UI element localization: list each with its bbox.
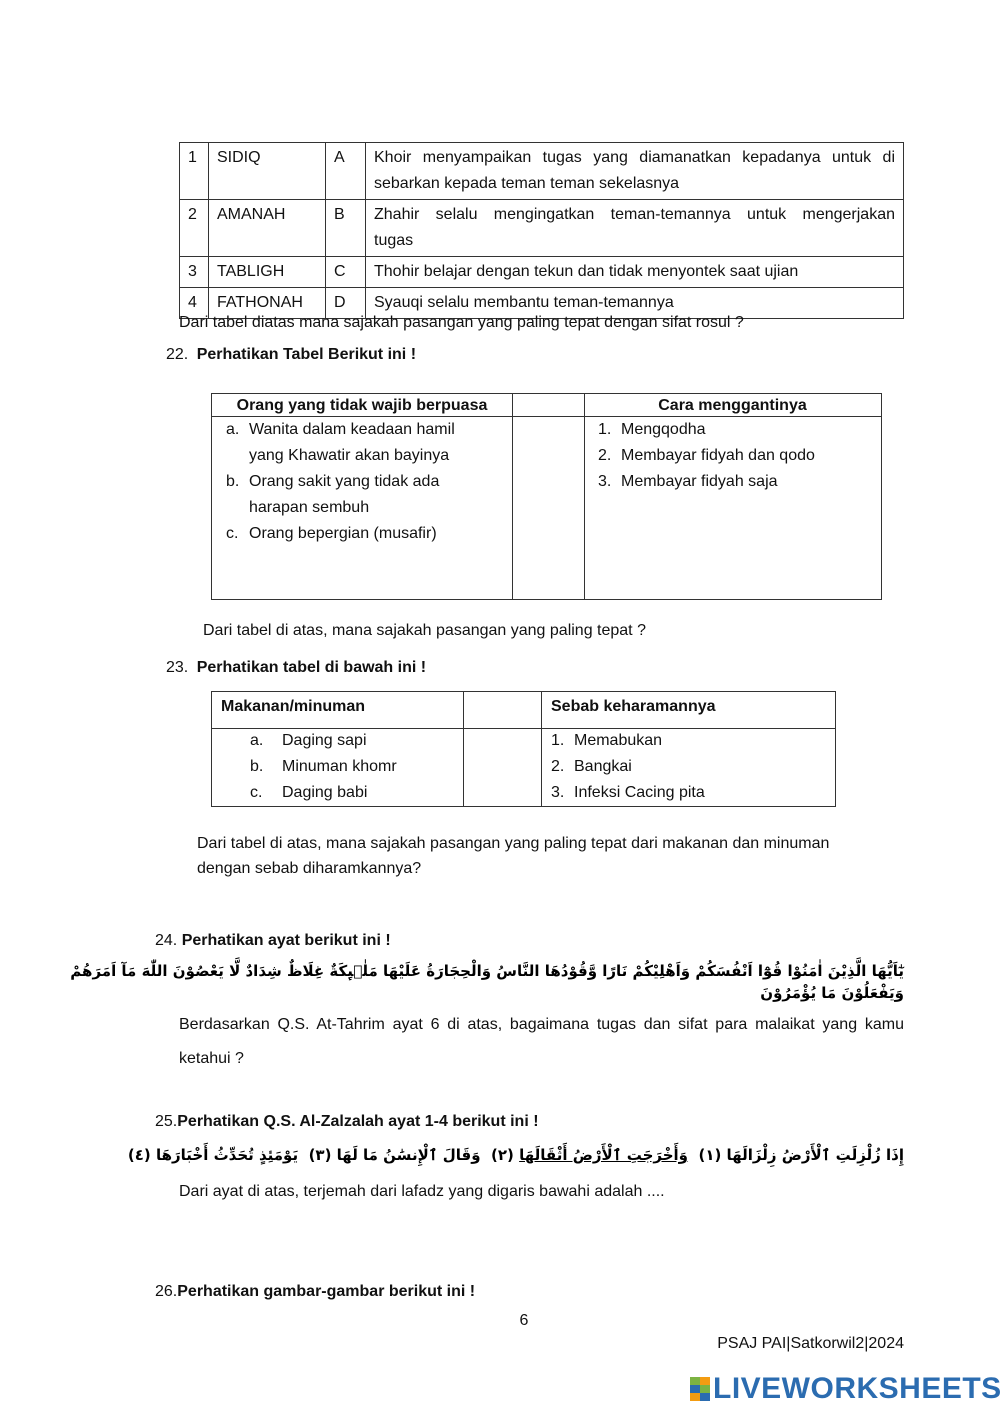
question-title: Perhatikan tabel di bawah ini ! (196, 659, 427, 676)
header-right: Cara menggantinya (658, 397, 807, 414)
trait-name: SIDIQ (209, 143, 326, 200)
list-item: c. Orang bepergian (musafir) (226, 525, 437, 542)
q21-table (179, 142, 904, 319)
trait-name: FATHONAH (209, 288, 326, 319)
left-list (212, 417, 512, 547)
list-item: b. Orang sakit yang tidak ada harapan sembuh (226, 473, 440, 516)
list-item: c. Daging babi (250, 784, 368, 801)
list-item: a. Wanita dalam keadaan hamil yang Khawatir akan bayinya (226, 421, 455, 464)
q24-question: Berdasarkan Q.S. At-Tahrim ayat 6 di atas, bagaimana tugas dan sifat para malaikat yang kamu ketahui ? (179, 1016, 904, 1067)
q22-question: Dari tabel di atas, mana sajakah pasangan yang paling tepat ? (203, 622, 646, 639)
right-list (551, 728, 705, 806)
q26-heading (155, 1279, 475, 1305)
liveworksheets-logo (690, 1372, 1002, 1406)
question-number: 25. (155, 1113, 178, 1130)
row-number: 4 (180, 288, 209, 319)
q25-arabic-verse: إِذَا زُلْزِلَتِ ٱلْأَرْضُ زِلْزَالَهَا (١) وَأَخْرَجَتِ ٱلْأَرْضُ أَثْقَالَهَا (٢) وَقَالَ ٱلْإِنسَٰنُ مَا لَهَا (٣) يَوْمَئِذٍ تُحَدِّثُ أَخْبَارَهَا (٤) (127, 1146, 904, 1164)
q22-heading (166, 342, 416, 368)
q21-question: Dari tabel diatas mana sajakah pasangan yang paling tepat dengan sifat rosul ? (179, 314, 744, 331)
right-list (584, 417, 881, 495)
table-row (180, 143, 904, 200)
header-left: Orang yang tidak wajib berpuasa (236, 397, 488, 414)
question-title: Perhatikan Q.S. Al-Zalzalah ayat 1-4 berikut ini ! (177, 1113, 539, 1130)
header-right: Sebab keharamannya (551, 698, 716, 715)
q23-table (211, 691, 836, 807)
example-description: Khoir menyampaikan tugas yang diamanatkan kepadanya untuk di sebarkan kepada teman teman sekelasnya (366, 143, 904, 200)
example-description: Thohir belajar dengan tekun dan tidak menyontek saat ujian (366, 257, 904, 288)
row-number: 1 (180, 143, 209, 200)
question-number: 26. (155, 1283, 178, 1300)
row-letter: A (326, 143, 366, 200)
q25-heading (155, 1109, 539, 1135)
logo-blocks-icon (690, 1377, 710, 1401)
q24-heading (155, 928, 391, 954)
list-item: 3. Membayar fidyah saja (598, 473, 778, 490)
question-number: 23. (166, 659, 189, 676)
list-item: a. Daging sapi (250, 732, 367, 749)
left-list (250, 728, 397, 806)
q24-arabic-verse: يٰٓاَيُّهَا الَّذِيْنَ اٰمَنُوْا قُوْٓا اَنْفُسَكُمْ وَاَهْلِيْكُمْ نَارًا وَّقُوْدُهَا النَّاسُ وَالْحِجَارَةُ عَلَيْهَا مَلٰۤىِٕكَةٌ غِلَاظٌ شِدَادٌ لَّا يَعْصُوْنَ اللّٰهَ مَآ اَمَرَهُمْ وَيَفْعَلُوْنَ مَا يُؤْمَرُوْنَ (70, 962, 904, 1002)
question-number: 24. (155, 932, 178, 949)
question-number: 22. (166, 346, 189, 363)
row-number: 2 (180, 200, 209, 257)
q25-question: Dari ayat di atas, terjemah dari lafadz yang digaris bawahi adalah .... (179, 1183, 665, 1200)
list-item: 2. Membayar fidyah dan qodo (598, 447, 815, 464)
list-item: 1. Mengqodha (598, 421, 706, 438)
blank-answer-column (512, 394, 585, 599)
page-number: 6 (519, 1312, 529, 1329)
header-left: Makanan/minuman (221, 698, 366, 715)
document-label: PSAJ PAI|Satkorwil2|2024 (717, 1335, 904, 1352)
row-letter: B (326, 200, 366, 257)
table-row (180, 200, 904, 257)
table-row (180, 257, 904, 288)
row-letter: C (326, 257, 366, 288)
example-description: Syauqi selalu membantu teman-temannya (366, 288, 904, 319)
question-title: Perhatikan ayat berikut ini ! (181, 932, 391, 949)
q22-table (211, 393, 882, 600)
row-number: 3 (180, 257, 209, 288)
example-description: Zhahir selalu mengingatkan teman-temannya untuk mengerjakan tugas (366, 200, 904, 257)
blank-answer-column (463, 692, 542, 806)
question-title: Perhatikan gambar-gambar berikut ini ! (177, 1283, 476, 1300)
list-item: 3. Infeksi Cacing pita (551, 784, 705, 801)
brand-name: LIVEWORKSHEETS (713, 1372, 1002, 1405)
list-item: b. Minuman khomr (250, 758, 397, 775)
question-title: Perhatikan Tabel Berikut ini ! (196, 346, 417, 363)
trait-name: TABLIGH (209, 257, 326, 288)
list-item: 2. Bangkai (551, 758, 632, 775)
trait-name: AMANAH (209, 200, 326, 257)
list-item: 1. Memabukan (551, 732, 663, 749)
underlined-phrase: وَأَخْرَجَتِ ٱلْأَرْضُ أَثْقَالَهَا (519, 1146, 689, 1164)
q23-question: Dari tabel di atas, mana sajakah pasangan yang paling tepat dari makanan dan minuman dengan sebab diharamkannya? (197, 835, 830, 877)
q23-heading (166, 655, 426, 681)
row-letter: D (326, 288, 366, 319)
